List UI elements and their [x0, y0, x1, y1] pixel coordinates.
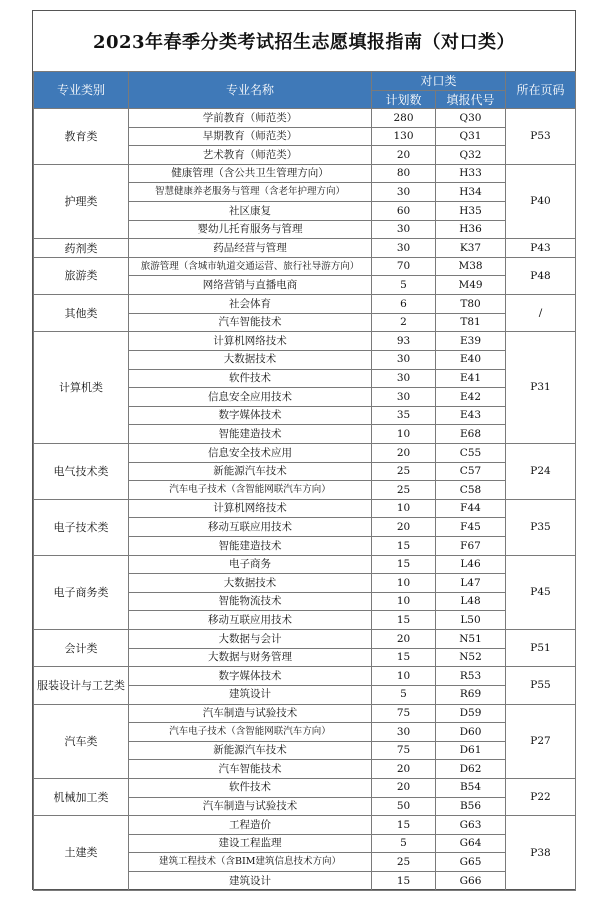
code-cell: C58: [436, 481, 506, 500]
code-cell: G66: [436, 871, 506, 890]
plan-cell: 20: [372, 443, 436, 462]
page-cell: P27: [506, 704, 576, 778]
code-cell: H33: [436, 164, 506, 183]
page-cell: P51: [506, 630, 576, 667]
code-cell: L48: [436, 592, 506, 611]
plan-cell: 5: [372, 834, 436, 853]
code-cell: Q32: [436, 146, 506, 165]
plan-cell: 25: [372, 462, 436, 481]
plan-cell: 30: [372, 350, 436, 369]
page-title: 2023年春季分类考试招生志愿填报指南（对口类）: [92, 32, 516, 53]
plan-cell: 10: [372, 499, 436, 518]
major-cell: 新能源汽车技术: [129, 741, 372, 760]
category-cell: 教育类: [34, 109, 129, 165]
major-cell: 数字媒体技术: [129, 406, 372, 425]
code-cell: E43: [436, 406, 506, 425]
code-cell: F44: [436, 499, 506, 518]
code-cell: E41: [436, 369, 506, 388]
code-cell: L47: [436, 574, 506, 593]
major-cell: 社会体育: [129, 295, 372, 314]
table-row: [34, 109, 576, 128]
major-cell: 建筑设计: [129, 685, 372, 704]
plan-cell: 75: [372, 704, 436, 723]
major-cell: 汽车电子技术（含智能网联汽车方向）: [129, 481, 372, 500]
page-cell: P35: [506, 499, 576, 555]
code-cell: D62: [436, 760, 506, 779]
page-cell: P55: [506, 667, 576, 704]
plan-cell: 15: [372, 537, 436, 556]
plan-cell: 20: [372, 518, 436, 537]
page-cell: P43: [506, 239, 576, 258]
guide-frame: [32, 10, 576, 890]
major-cell: 社区康复: [129, 202, 372, 221]
category-cell: 计算机类: [34, 332, 129, 444]
plan-cell: 15: [372, 611, 436, 630]
major-cell: 汽车制造与试验技术: [129, 704, 372, 723]
plan-cell: 130: [372, 127, 436, 146]
header-code: 填报代号: [436, 91, 506, 109]
plan-cell: 30: [372, 183, 436, 202]
code-cell: C55: [436, 443, 506, 462]
plan-cell: 20: [372, 778, 436, 797]
plan-cell: 75: [372, 741, 436, 760]
plan-cell: 30: [372, 723, 436, 742]
plan-cell: 70: [372, 257, 436, 276]
page-cell: P45: [506, 555, 576, 629]
code-cell: E68: [436, 425, 506, 444]
code-cell: H35: [436, 202, 506, 221]
code-cell: L46: [436, 555, 506, 574]
page-cell: P48: [506, 257, 576, 294]
category-cell: 护理类: [34, 164, 129, 238]
major-cell: 电子商务: [129, 555, 372, 574]
code-cell: G63: [436, 816, 506, 835]
category-cell: 汽车类: [34, 704, 129, 778]
table-row: [34, 555, 576, 574]
plan-cell: 20: [372, 760, 436, 779]
code-cell: D60: [436, 723, 506, 742]
plan-cell: 30: [372, 388, 436, 407]
code-cell: Q30: [436, 109, 506, 128]
major-cell: 大数据技术: [129, 350, 372, 369]
plan-cell: 2: [372, 313, 436, 332]
plan-cell: 35: [372, 406, 436, 425]
major-cell: 汽车制造与试验技术: [129, 797, 372, 816]
major-cell: 建设工程监理: [129, 834, 372, 853]
category-cell: 药剂类: [34, 239, 129, 258]
code-cell: N52: [436, 648, 506, 667]
code-cell: H36: [436, 220, 506, 239]
table-row: [34, 257, 576, 276]
major-cell: 建筑设计: [129, 871, 372, 890]
code-cell: L50: [436, 611, 506, 630]
major-cell: 网络营销与直播电商: [129, 276, 372, 295]
header-page: 所在页码: [506, 72, 576, 109]
plan-cell: 15: [372, 816, 436, 835]
major-cell: 大数据与会计: [129, 630, 372, 649]
plan-cell: 10: [372, 667, 436, 686]
major-cell: 数字媒体技术: [129, 667, 372, 686]
table-row: [34, 630, 576, 649]
category-cell: 服装设计与工艺类: [34, 667, 129, 704]
code-cell: K37: [436, 239, 506, 258]
code-cell: G64: [436, 834, 506, 853]
category-cell: 其他类: [34, 295, 129, 332]
code-cell: F67: [436, 537, 506, 556]
code-cell: E39: [436, 332, 506, 351]
category-cell: 会计类: [34, 630, 129, 667]
plan-cell: 30: [372, 220, 436, 239]
major-cell: 信息安全应用技术: [129, 388, 372, 407]
header-duikou: 对口类: [372, 72, 506, 91]
major-cell: 移动互联应用技术: [129, 518, 372, 537]
table-row: [34, 295, 576, 314]
plan-cell: 10: [372, 592, 436, 611]
major-cell: 移动互联应用技术: [129, 611, 372, 630]
plan-cell: 280: [372, 109, 436, 128]
plan-cell: 15: [372, 871, 436, 890]
code-cell: R69: [436, 685, 506, 704]
table-row: [34, 778, 576, 797]
plan-cell: 80: [372, 164, 436, 183]
table-row: [34, 704, 576, 723]
code-cell: D59: [436, 704, 506, 723]
plan-cell: 15: [372, 648, 436, 667]
table-row: [34, 667, 576, 686]
table-row: [34, 816, 576, 835]
plan-cell: 25: [372, 481, 436, 500]
category-cell: 电子技术类: [34, 499, 129, 555]
page-cell: P53: [506, 109, 576, 165]
major-cell: 软件技术: [129, 369, 372, 388]
code-cell: E42: [436, 388, 506, 407]
category-cell: 旅游类: [34, 257, 129, 294]
category-cell: 机械加工类: [34, 778, 129, 815]
header-category: 专业类别: [34, 72, 129, 109]
table-row: [34, 499, 576, 518]
category-cell: 电子商务类: [34, 555, 129, 629]
page-cell: P31: [506, 332, 576, 444]
table-row: [34, 332, 576, 351]
code-cell: R53: [436, 667, 506, 686]
plan-cell: 10: [372, 425, 436, 444]
major-cell: 汽车智能技术: [129, 760, 372, 779]
major-cell: 汽车智能技术: [129, 313, 372, 332]
category-cell: 电气技术类: [34, 443, 129, 499]
table-row: [34, 443, 576, 462]
code-cell: B54: [436, 778, 506, 797]
major-cell: 新能源汽车技术: [129, 462, 372, 481]
table-row: [34, 164, 576, 183]
code-cell: F45: [436, 518, 506, 537]
major-cell: 智能建造技术: [129, 537, 372, 556]
code-cell: T81: [436, 313, 506, 332]
code-cell: N51: [436, 630, 506, 649]
page-cell: P38: [506, 816, 576, 890]
major-cell: 药品经营与管理: [129, 239, 372, 258]
major-cell: 早期教育（师范类）: [129, 127, 372, 146]
plan-cell: 6: [372, 295, 436, 314]
plan-cell: 10: [372, 574, 436, 593]
code-cell: D61: [436, 741, 506, 760]
major-cell: 智能建造技术: [129, 425, 372, 444]
code-cell: T80: [436, 295, 506, 314]
code-cell: M49: [436, 276, 506, 295]
major-cell: 婴幼儿托育服务与管理: [129, 220, 372, 239]
page-cell: P24: [506, 443, 576, 499]
plan-cell: 20: [372, 146, 436, 165]
plan-cell: 5: [372, 276, 436, 295]
major-cell: 智能物流技术: [129, 592, 372, 611]
major-cell: 软件技术: [129, 778, 372, 797]
major-cell: 计算机网络技术: [129, 332, 372, 351]
plan-cell: 60: [372, 202, 436, 221]
plan-cell: 30: [372, 369, 436, 388]
major-cell: 汽车电子技术（含智能网联汽车方向）: [129, 723, 372, 742]
plan-cell: 50: [372, 797, 436, 816]
code-cell: B56: [436, 797, 506, 816]
plan-cell: 30: [372, 239, 436, 258]
page-cell: P40: [506, 164, 576, 238]
major-cell: 大数据与财务管理: [129, 648, 372, 667]
category-cell: 土建类: [34, 816, 129, 890]
code-cell: E40: [436, 350, 506, 369]
page-cell: /: [506, 295, 576, 332]
major-cell: 计算机网络技术: [129, 499, 372, 518]
table-row: [34, 239, 576, 258]
major-cell: 大数据技术: [129, 574, 372, 593]
major-cell: 学前教育（师范类）: [129, 109, 372, 128]
plan-cell: 20: [372, 630, 436, 649]
enrollment-table: [33, 71, 576, 891]
code-cell: H34: [436, 183, 506, 202]
code-cell: C57: [436, 462, 506, 481]
major-cell: 艺术教育（师范类）: [129, 146, 372, 165]
major-cell: 信息安全技术应用: [129, 443, 372, 462]
plan-cell: 25: [372, 853, 436, 872]
major-cell: 工程造价: [129, 816, 372, 835]
major-cell: 建筑工程技术（含BIM建筑信息技术方向）: [129, 853, 372, 872]
header-plan: 计划数: [372, 91, 436, 109]
code-cell: G65: [436, 853, 506, 872]
code-cell: M38: [436, 257, 506, 276]
major-cell: 健康管理（含公共卫生管理方向）: [129, 164, 372, 183]
plan-cell: 15: [372, 555, 436, 574]
major-cell: 智慧健康养老服务与管理（含老年护理方向）: [129, 183, 372, 202]
code-cell: Q31: [436, 127, 506, 146]
page-cell: P22: [506, 778, 576, 815]
header-major: 专业名称: [129, 72, 372, 109]
major-cell: 旅游管理（含城市轨道交通运营、旅行社导游方向）: [129, 257, 372, 276]
plan-cell: 93: [372, 332, 436, 351]
plan-cell: 5: [372, 685, 436, 704]
